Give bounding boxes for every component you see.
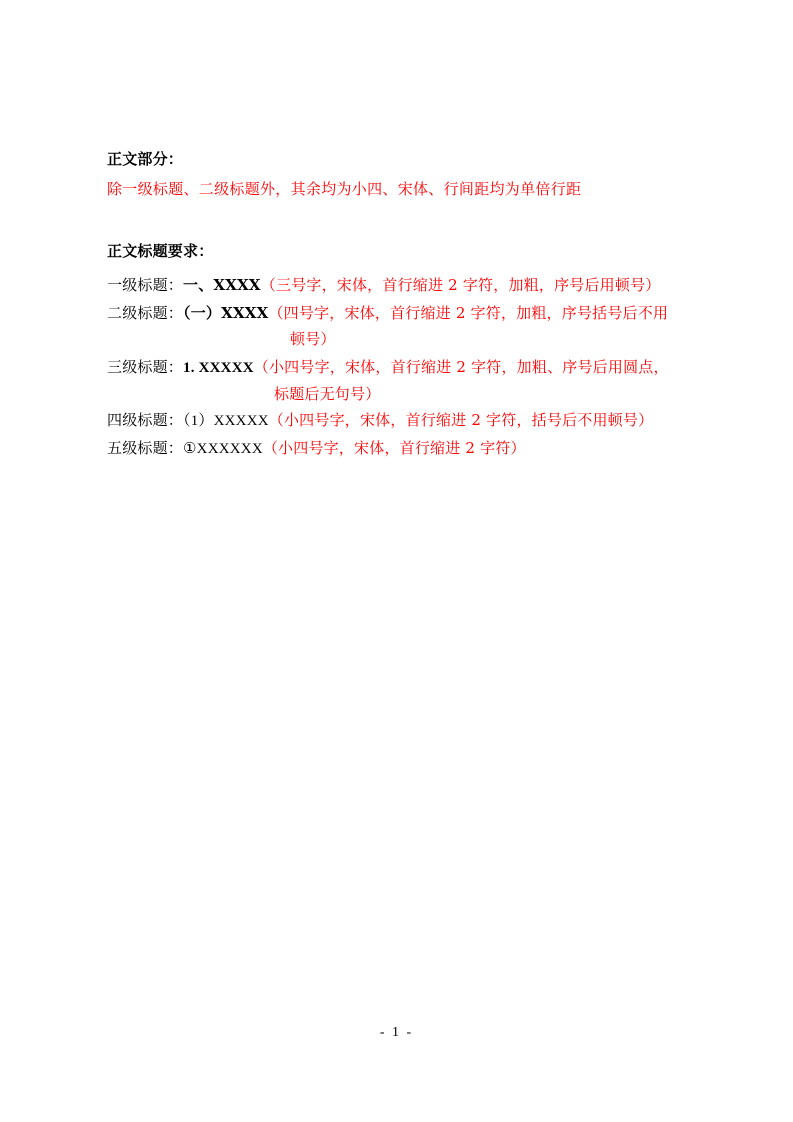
heading-level-2-note: （四号字，宋体，首行缩进 2 字符，加粗，序号括号后不用 — [268, 304, 669, 322]
heading-level-4-line — [107, 409, 653, 430]
heading-section-title: 正文标题要求： — [107, 242, 214, 260]
heading-level-3-line — [107, 356, 669, 377]
heading-level-2-note-continued: 顿号） — [290, 330, 336, 348]
heading-level-1-note: （三号字，宋体，首行缩进 2 字符，加粗，序号后用顿号） — [260, 276, 661, 294]
heading-level-3-note: （小四号字，宋体，首行缩进 2 字符，加粗、序号后用圆点， — [253, 358, 669, 376]
heading-level-1-label: 一级标题： — [107, 276, 184, 294]
heading-level-4-note: （小四号字，宋体，首行缩进 2 字符，括号后不用顿号） — [268, 411, 654, 429]
heading-level-3-label: 三级标题： — [107, 358, 184, 376]
heading-level-3-marker: 1. XXXXX — [183, 360, 254, 376]
heading-level-1-marker: 一、XXXX — [183, 276, 261, 294]
heading-level-2-label: 二级标题： — [107, 304, 184, 322]
heading-level-5-marker: ①XXXXXX — [183, 441, 263, 457]
heading-level-5-label: 五级标题： — [107, 439, 184, 457]
body-format-note: 除一级标题、二级标题外，其余均为小四、宋体、行间距均为单倍行距 — [107, 180, 582, 198]
heading-level-5-line — [107, 437, 526, 458]
page-number: - 1 - — [379, 1025, 414, 1040]
heading-level-1-line — [107, 274, 660, 295]
heading-level-2-marker: （一）XXXX — [183, 304, 269, 322]
heading-level-4-label: 四级标题： — [107, 411, 184, 429]
heading-level-5-note: （小四号字，宋体，首行缩进 2 字符） — [262, 439, 526, 457]
heading-level-3-note-continued: 标题后无句号） — [274, 385, 381, 403]
heading-level-2-line — [107, 302, 668, 323]
body-section-title: 正文部分： — [107, 150, 184, 168]
heading-level-4-marker: （1）XXXXX — [183, 413, 269, 429]
